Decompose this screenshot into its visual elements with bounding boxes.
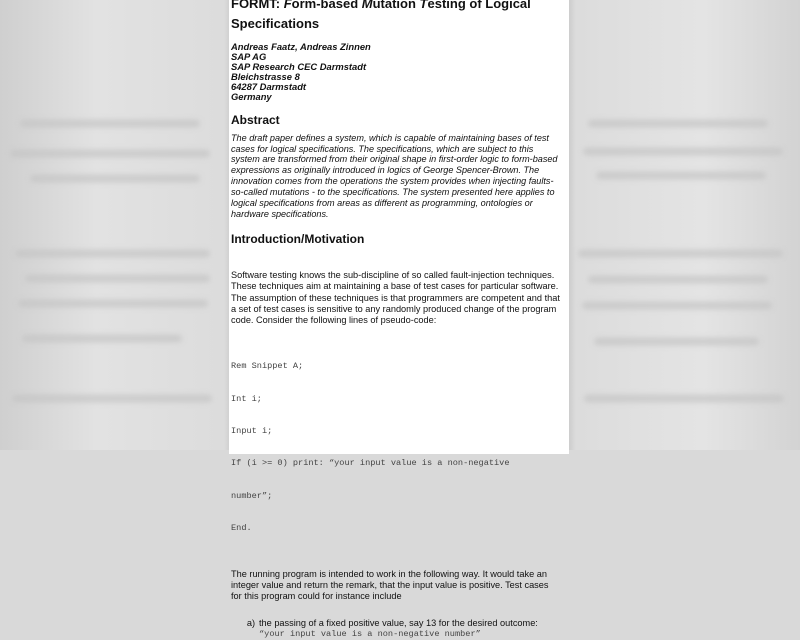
intro-line: These techniques aim at maintaining a base of test cases for particular software. [231,281,559,292]
list-item [231,618,569,629]
intro-line: The assumption of these techniques is that programmers are competent and that [231,292,560,303]
code-line: Rem Snippet A; [231,361,304,372]
author-line: Andreas Faatz, Andreas Zinnen [231,41,371,52]
running-paragraph [231,569,569,603]
intro-line: Software testing knows the sub-discipline of so called fault-injection techniques. [231,270,555,281]
code-snippet [231,340,569,556]
intro-paragraph [231,270,569,326]
title-part: utation [372,0,420,11]
paper-title [231,0,569,34]
title-part: M [361,0,373,11]
intro-line: a set of test cases is sensitive to any randomly produced change of the program [231,304,557,315]
title-part: T [419,0,428,11]
code-line: Input i; [231,426,273,437]
running-line: for this program could for instance include [231,591,402,602]
list-text: the passing of a fixed positive value, say 13 for the desired outcome: [259,617,538,628]
abstract-line: so-called mutations - to the specifications. The system presented here applies to [231,187,555,198]
code-line: End. [231,523,252,534]
list-item-continuation [231,629,569,640]
code-line: If (i >= 0) print: “your input value is a non-negative [231,458,510,469]
list-label: a) [246,617,255,628]
blurred-backdrop-right [568,0,800,450]
abstract-heading: Abstract [231,112,280,127]
intro-line: code. Consider the following lines of pseudo-code: [231,315,437,326]
title-part: orm-based [291,0,362,11]
abstract-line: logical specifications from areas as different as programming, ontologies or [231,198,533,209]
address-line: Germany [231,91,272,103]
author-block [231,42,569,103]
affiliation-line: SAP AG [231,51,267,63]
running-line: The running program is intended to work in the following way. It would take an [231,568,547,579]
code-line: number”; [231,490,273,501]
affiliation-line: SAP Research CEC Darmstadt [231,61,367,73]
abstract-line: innovation comes from the operations the system provides when injecting faults- [231,176,554,187]
abstract-line: The draft paper defines a system, which is capable of maintaining bases of test [231,132,549,143]
address-line: Bleichstrasse 8 [231,71,300,83]
abstract-line: hardware specifications. [231,209,329,220]
abstract-line: cases for logical specifications. The specifications, which are subject to this [231,143,534,154]
title-part: F [283,0,292,11]
intro-heading: Introduction/Motivation [231,232,365,247]
abstract-line: system are transformed from their original shape in first-order logic to form-based [231,154,558,165]
document-page [229,0,569,639]
address-line: 64287 Darmstadt [231,81,307,93]
test-case-list [231,618,569,640]
blurred-backdrop-left [0,0,232,450]
abstract-text [231,133,569,221]
code-line: Int i; [231,393,262,404]
running-line: integer value and return the remark, that the input value is positive. Test cases [231,579,549,590]
title-part: esting of Logical Specifications [231,0,531,31]
title-part: FORMT: [231,0,284,11]
list-mono-text: “your input value is a non-negative number” [259,628,481,639]
abstract-line: expressions as originally introduced in logics of George Spencer-Brown. The [231,165,540,176]
